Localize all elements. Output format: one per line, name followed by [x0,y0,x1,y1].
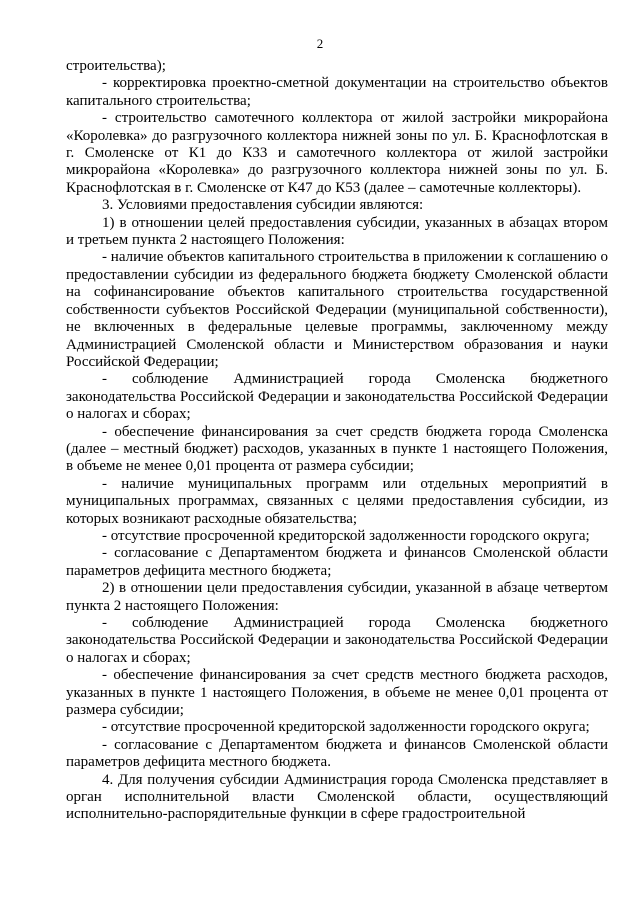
paragraph-condition-financing-2: - обеспечение финансирования за счет средств местного бюджета расходов, указанных в пункте 1 настоящего Положения, в объеме не менее 0,01 процента от размера субсидии; [66,667,608,719]
paragraph-condition-no-debt: - отсутствие просроченной кредиторской задолженности городского округа; [102,527,590,544]
document-body [66,58,608,824]
paragraph-continuation: строительства); [66,58,166,74]
paragraph-condition-programs: - наличие муниципальных программ или отдельных мероприятий в муниципальных программах, связанных с целями предоставления субсидии, из которых возникают расходные обязательства; [66,475,608,527]
paragraph-condition-legislation-2: - соблюдение Администрацией города Смоленска бюджетного законодательства Российской Федерации и законодательства Российской Федерации о налогах и сборах; [66,615,608,666]
paragraph-subsection-1: 1) в отношении целей предоставления субсидии, указанных в абзацах втором и третьем пункта 2 настоящего Положения: [66,214,608,249]
paragraph-section-4: 4. Для получения субсидии Администрация города Смоленска представляет в орган исполнительной власти Смоленской области, осуществляющий исполнительно-распорядительные функции в сфере градостроительной [66,771,608,823]
paragraph-item-collectors: - строительство самотечного коллектора от жилой застройки микрорайона «Королевка» до разгрузочного коллектора нижней зоны по ул. Б. Краснофлотская в г. Смоленске от К1 до К33 и самотечного коллектора от жилой застройки микрорайона «Королевка» до разгрузочного коллектора нижней зоны по ул. Б. Краснофлотская в г. Смоленске от К47 до К53 (далее – самотечные коллекторы). [66,110,608,196]
paragraph-condition-financing: - обеспечение финансирования за счет средств бюджета города Смоленска (далее – местный бюджет) расходов, указанных в пункте 1 настоящего Положения, в объеме не менее 0,01 процента от размера субсидии; [66,423,608,475]
paragraph-condition-deficit-2: - согласование с Департаментом бюджета и финансов Смоленской области параметров дефицита местного бюджета. [66,736,608,771]
paragraph-condition-objects: - наличие объектов капитального строительства в приложении к соглашению о предоставлении субсидии из федерального бюджета бюджету Смоленской области на софинансирование объектов капитального строительства государственной собственности субъектов Российской Федерации (муниципальной собственности), не включенных в федеральные целевые программы, заключенному между Администрацией Смоленской области и Министерством образования и науки Российской Федерации; [66,249,608,370]
paragraph-section-3: 3. Условиями предоставления субсидии являются: [102,197,424,214]
page-number: 2 [316,36,324,51]
paragraph-subsection-2: 2) в отношении цели предоставления субсидии, указанной в абзаце четвертом пункта 2 настоящего Положения: [66,580,608,614]
paragraph-condition-deficit: - согласование с Департаментом бюджета и финансов Смоленской области параметров дефицита местного бюджета; [66,545,608,579]
paragraph-item-correction: - корректировка проектно-сметной документации на строительство объектов капитального строительства; [66,75,608,109]
paragraph-condition-legislation: - соблюдение Администрацией города Смоленска бюджетного законодательства Российской Федерации и законодательства Российской Федерации о налогах и сборах; [66,371,608,423]
paragraph-condition-no-debt-2: - отсутствие просроченной кредиторской задолженности городского округа; [102,719,590,736]
